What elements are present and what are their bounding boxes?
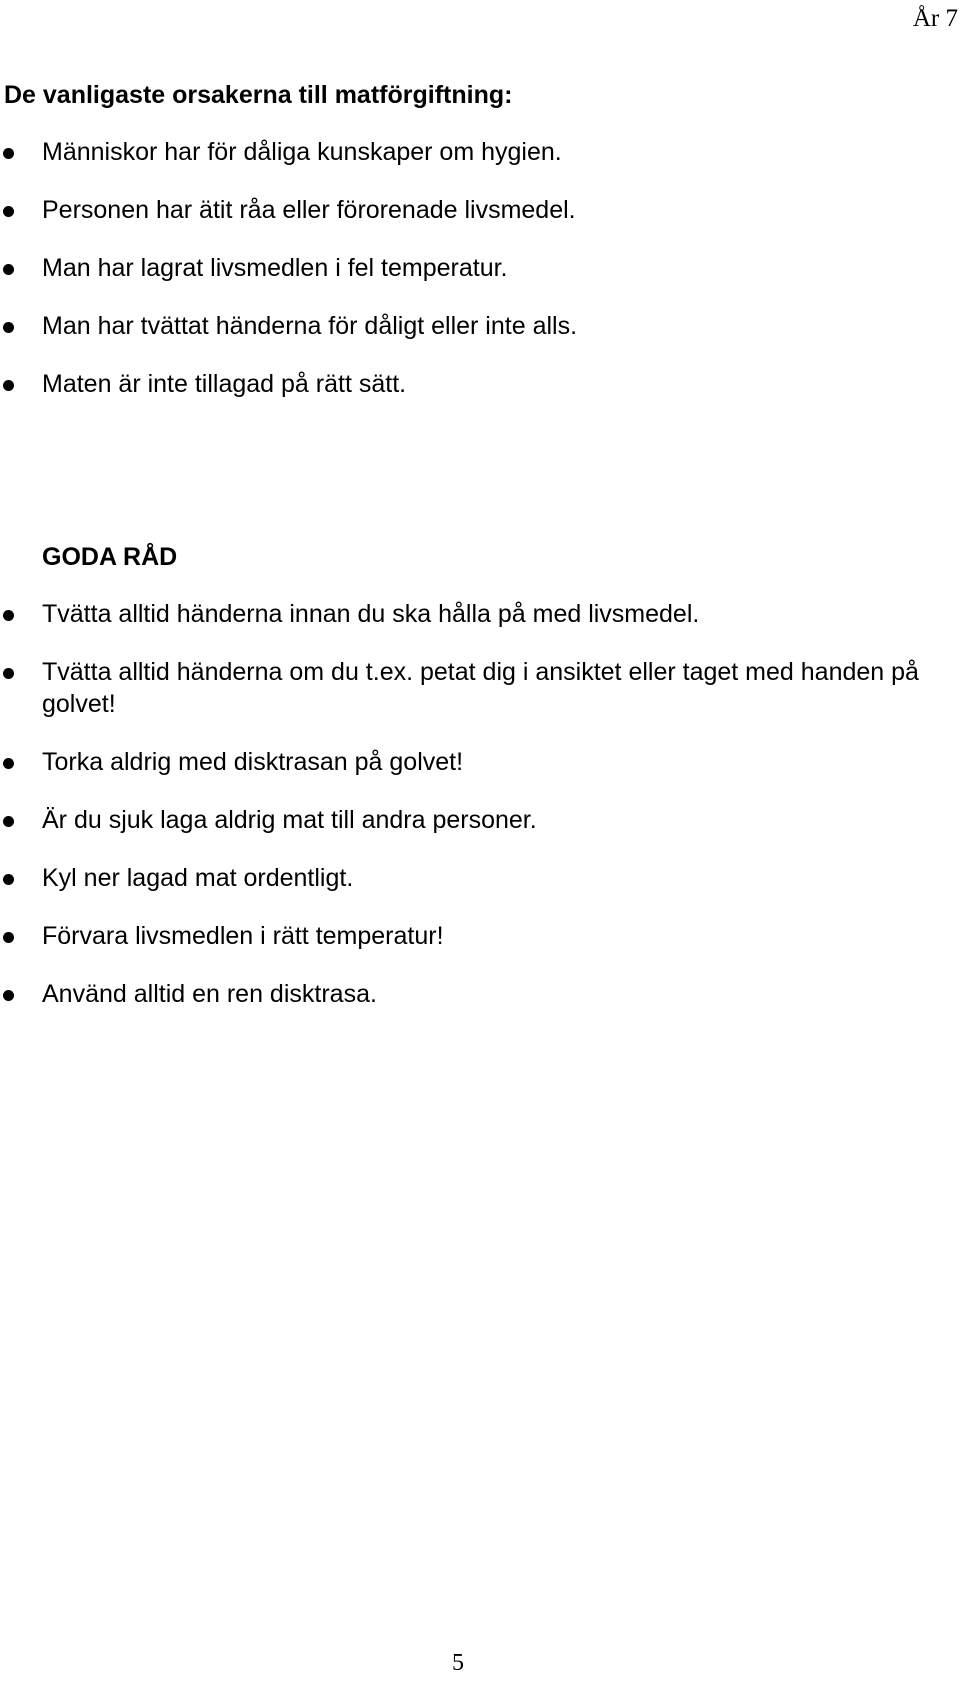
list-item-text: Torka aldrig med disktrasan på golvet!	[42, 748, 464, 776]
list-item	[0, 194, 940, 226]
list-item-text: Tvätta alltid händerna om du t.ex. petat dig i ansiktet eller taget med handen på golvet!	[42, 658, 919, 718]
list-item	[0, 862, 940, 894]
bullet-icon	[3, 990, 14, 1001]
causes-title: De vanligaste orsakerna till matförgiftning:	[4, 81, 513, 109]
list-item-text: Är du sjuk laga aldrig mat till andra personer.	[42, 806, 537, 834]
bullet-icon	[3, 816, 14, 827]
list-item-text: Tvätta alltid händerna innan du ska hålla på med livsmedel.	[42, 600, 700, 628]
list-item-text: Man har lagrat livsmedlen i fel temperatur.	[42, 254, 508, 282]
bullet-icon	[3, 758, 14, 769]
list-item	[0, 252, 940, 284]
bullet-icon	[3, 932, 14, 943]
list-item	[0, 656, 940, 720]
list-item-text: Använd alltid en ren disktrasa.	[42, 980, 377, 1008]
list-item	[0, 136, 940, 168]
bullet-icon	[3, 380, 14, 391]
bullet-icon	[3, 610, 14, 621]
list-item-text: Förvara livsmedlen i rätt temperatur!	[42, 922, 444, 950]
list-item	[0, 978, 940, 1010]
grade-label: År 7	[912, 5, 958, 32]
bullet-icon	[3, 874, 14, 885]
list-item-text: Maten är inte tillagad på rätt sätt.	[42, 370, 407, 398]
list-item-text: Personen har ätit råa eller förorenade livsmedel.	[42, 196, 576, 224]
page-number: 5	[452, 1650, 464, 1676]
list-item	[0, 920, 940, 952]
advice-title: GODA RÅD	[42, 543, 178, 571]
causes-list	[0, 136, 940, 426]
bullet-icon	[3, 668, 14, 679]
list-item-text: Man har tvättat händerna för dåligt eller inte alls.	[42, 312, 578, 340]
list-item	[0, 368, 940, 400]
list-item-text: Människor har för dåliga kunskaper om hygien.	[42, 138, 562, 166]
list-item-text: Kyl ner lagad mat ordentligt.	[42, 864, 354, 892]
bullet-icon	[3, 264, 14, 275]
advice-list	[0, 598, 940, 1036]
bullet-icon	[3, 206, 14, 217]
list-item	[0, 310, 940, 342]
bullet-icon	[3, 148, 14, 159]
list-item	[0, 746, 940, 778]
bullet-icon	[3, 322, 14, 333]
list-item	[0, 598, 940, 630]
list-item	[0, 804, 940, 836]
